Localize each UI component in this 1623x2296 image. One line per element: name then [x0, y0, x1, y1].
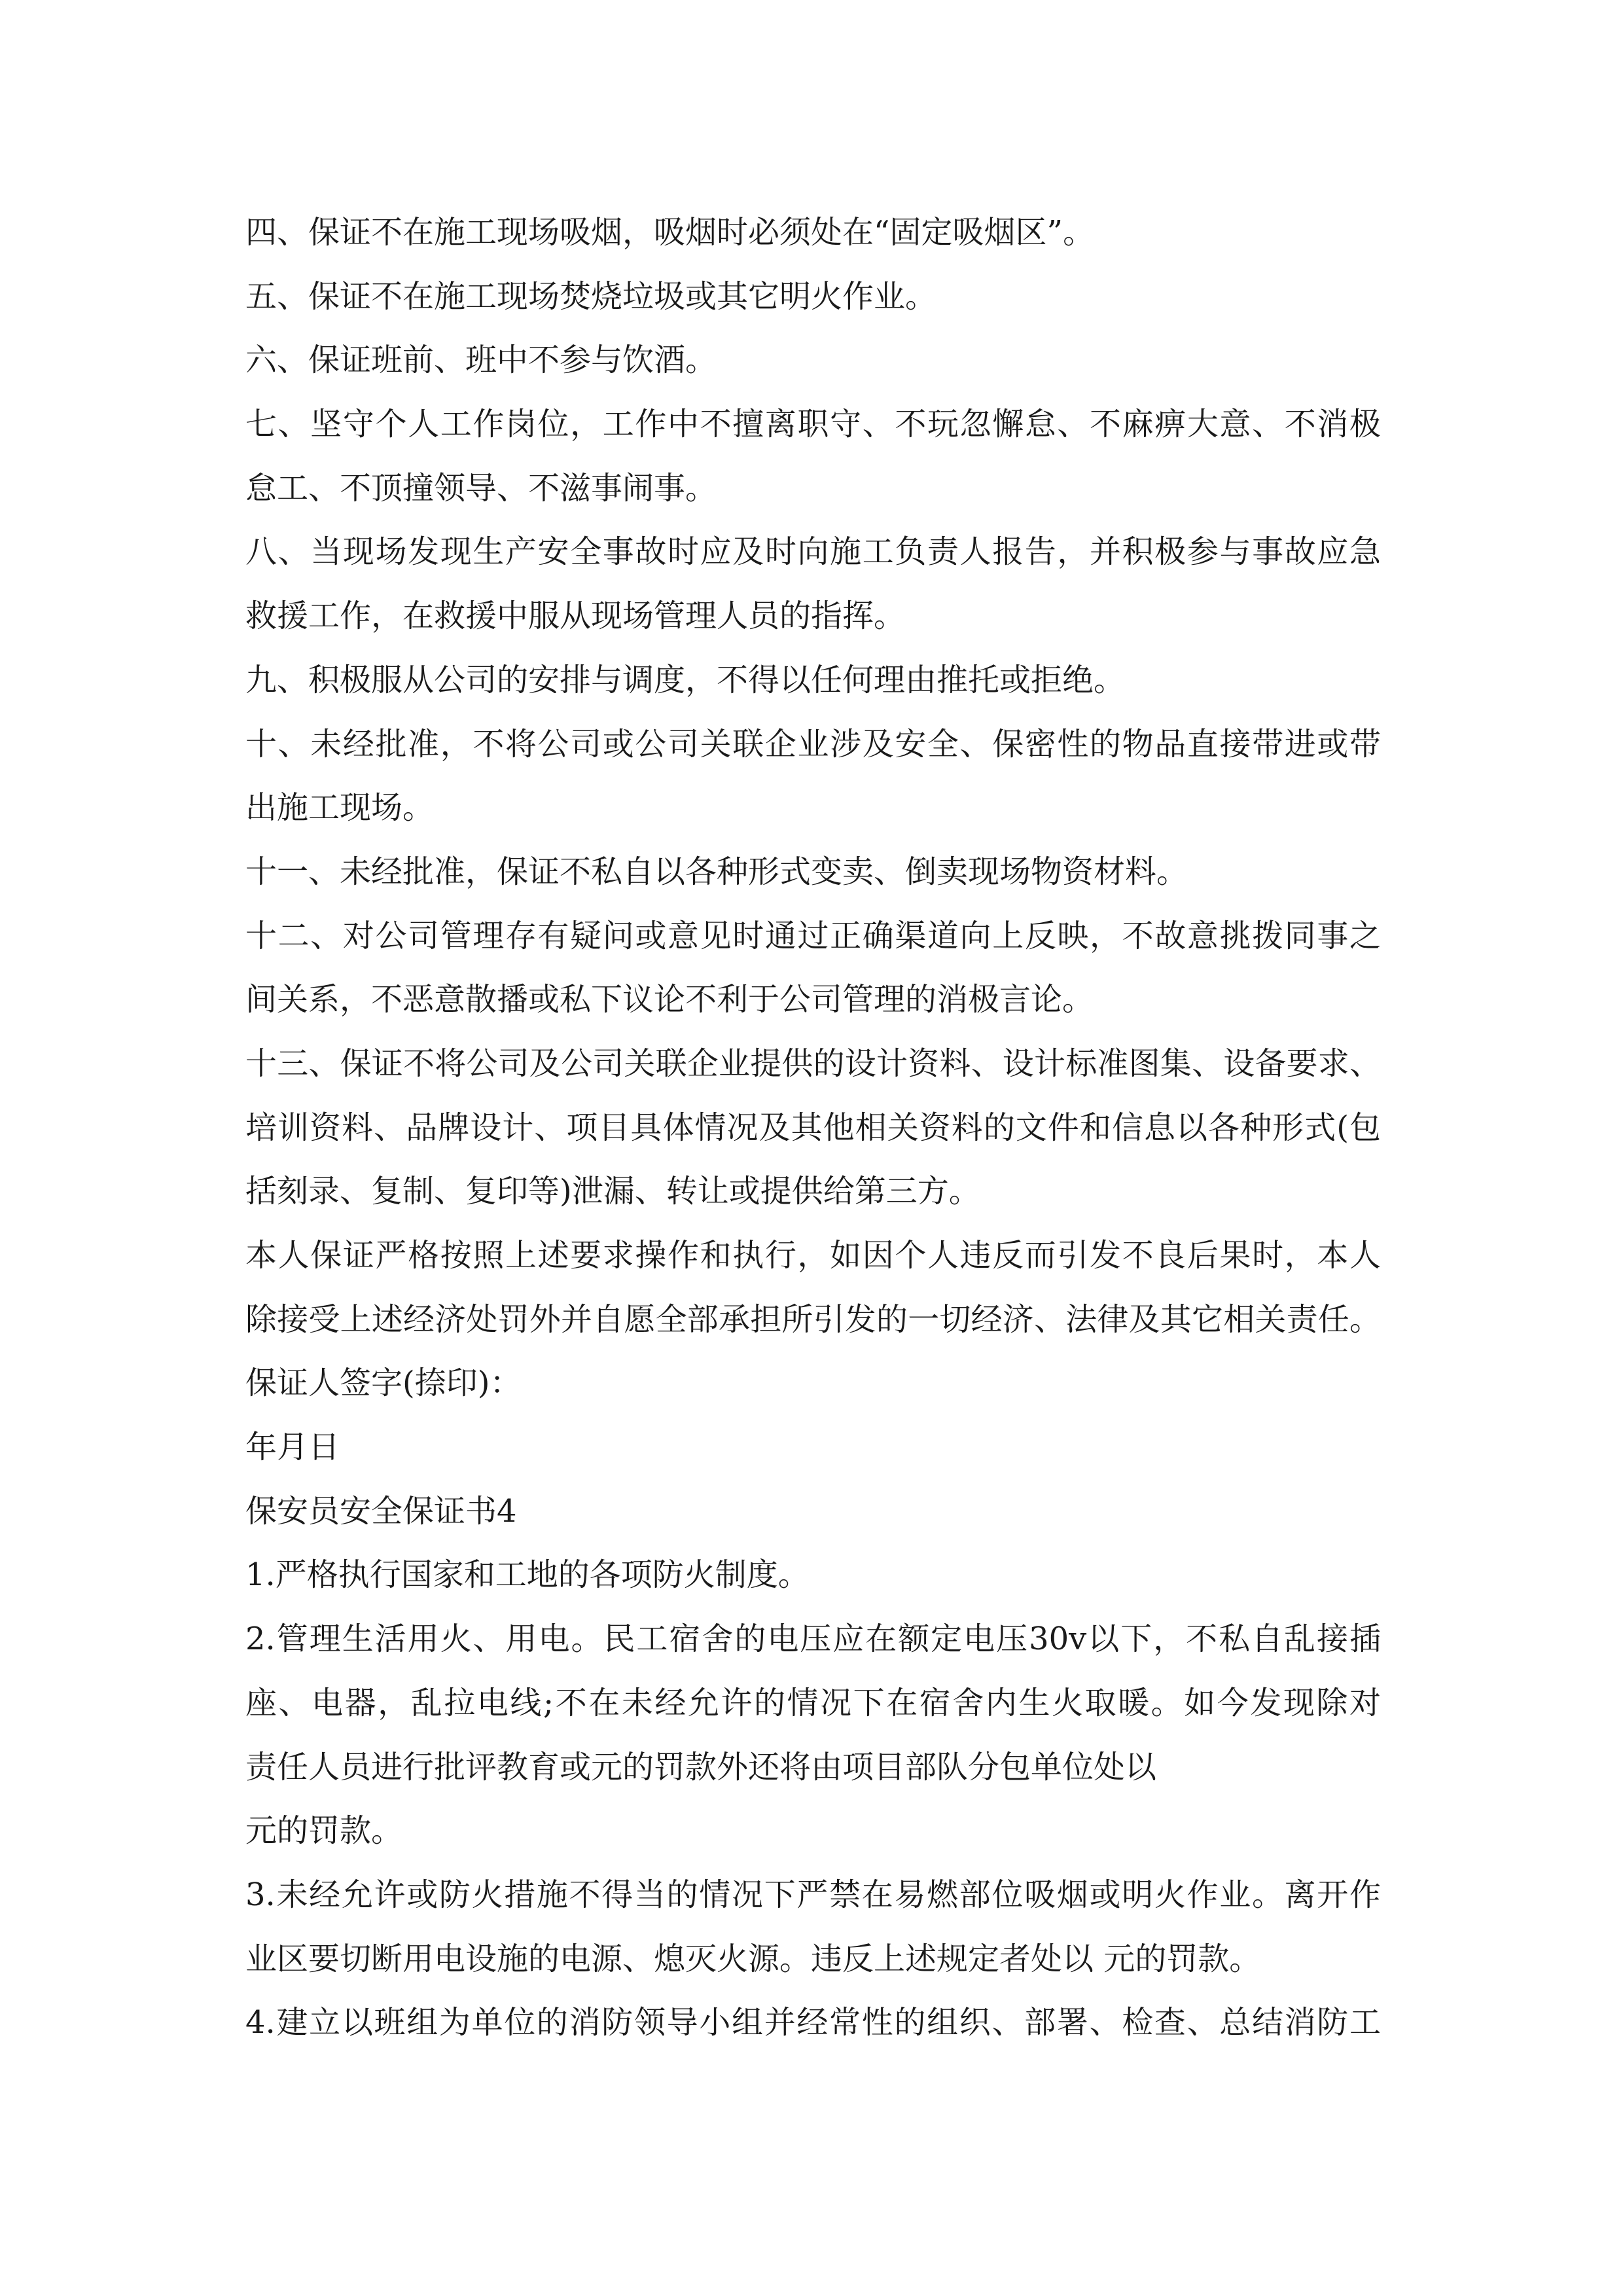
text-line: 2.管理生活用火、用电。民工宿舍的电压应在额定电压30v以下，不私自乱接插 [245, 1621, 1381, 1658]
text-line: 业区要切断用电设施的电源、熄灭火源。违反上述规定者处以 元的罚款。 [245, 1940, 1261, 1977]
text-line: 出施工现场。 [245, 789, 435, 827]
text-line: 间关系，不恶意散播或私下议论不利于公司管理的消极言论。 [245, 981, 1094, 1018]
text-line: 八、当现场发现生产安全事故时应及时向施工负责人报告，并积极参与事故应急 [245, 533, 1381, 571]
text-line: 六、保证班前、班中不参与饮酒。 [245, 342, 717, 379]
text-line: 十一、未经批准，保证不私自以各种形式变卖、倒卖现场物资材料。 [245, 853, 1188, 890]
text-line: 救援工作，在救援中服从现场管理人员的指挥。 [245, 598, 906, 635]
text-line: 十、未经批准，不将公司或公司关联企业涉及安全、保密性的物品直接带进或带 [245, 725, 1381, 762]
text-line: 培训资料、品牌设计、项目具体情况及其他相关资料的文件和信息以各种形式(包 [245, 1109, 1381, 1146]
text-line: 四、保证不在施工现场吸烟，吸烟时必须处在“固定吸烟区”。 [245, 214, 1095, 251]
text-line: 元的罚款。 [245, 1812, 403, 1850]
text-line: 括刻录、复制、复印等)泄漏、转让或提供给第三方。 [245, 1173, 980, 1210]
text-line: 五、保证不在施工现场焚烧垃圾或其它明火作业。 [245, 278, 937, 315]
text-line: 除接受上述经济处罚外并自愿全部承担所引发的一切经济、法律及其它相关责任。 [245, 1300, 1381, 1338]
text-line: 本人保证严格按照上述要求操作和执行，如因个人违反而引发不良后果时，本人 [245, 1237, 1381, 1274]
text-line: 责任人员进行批评教育或元的罚款外还将由项目部队分包单位处以 [245, 1748, 1157, 1785]
text-line: 1.严格执行国家和工地的各项防火制度。 [245, 1556, 810, 1594]
text-line: 十三、保证不将公司及公司关联企业提供的设计资料、设计标准图集、设备要求、 [245, 1045, 1381, 1082]
text-line: 怠工、不顶撞领导、不滋事闹事。 [245, 469, 717, 507]
text-line: 九、积极服从公司的安排与调度，不得以任何理由推托或拒绝。 [245, 661, 1126, 698]
text-line: 年月日 [245, 1429, 340, 1466]
text-line: 保安员安全保证书4 [245, 1492, 517, 1530]
text-line: 七、坚守个人工作岗位，工作中不擅离职守、不玩忽懈怠、不麻痹大意、不消极 [245, 406, 1381, 443]
text-line: 3.未经允许或防火措施不得当的情况下严禁在易燃部位吸烟或明火作业。离开作 [245, 1876, 1381, 1913]
document-body [245, 201, 1381, 2055]
text-line: 4.建立以班组为单位的消防领导小组并经常性的组织、部署、检查、总结消防工 [245, 2004, 1381, 2041]
text-line: 十二、对公司管理存有疑问或意见时通过正确渠道向上反映，不故意挑拨同事之 [245, 917, 1381, 954]
text-line: 座、电器，乱拉电线;不在未经允许的情况下在宿舍内生火取暖。如今发现除对 [245, 1684, 1381, 1721]
text-line: 保证人签字(捺印)： [245, 1365, 522, 1402]
